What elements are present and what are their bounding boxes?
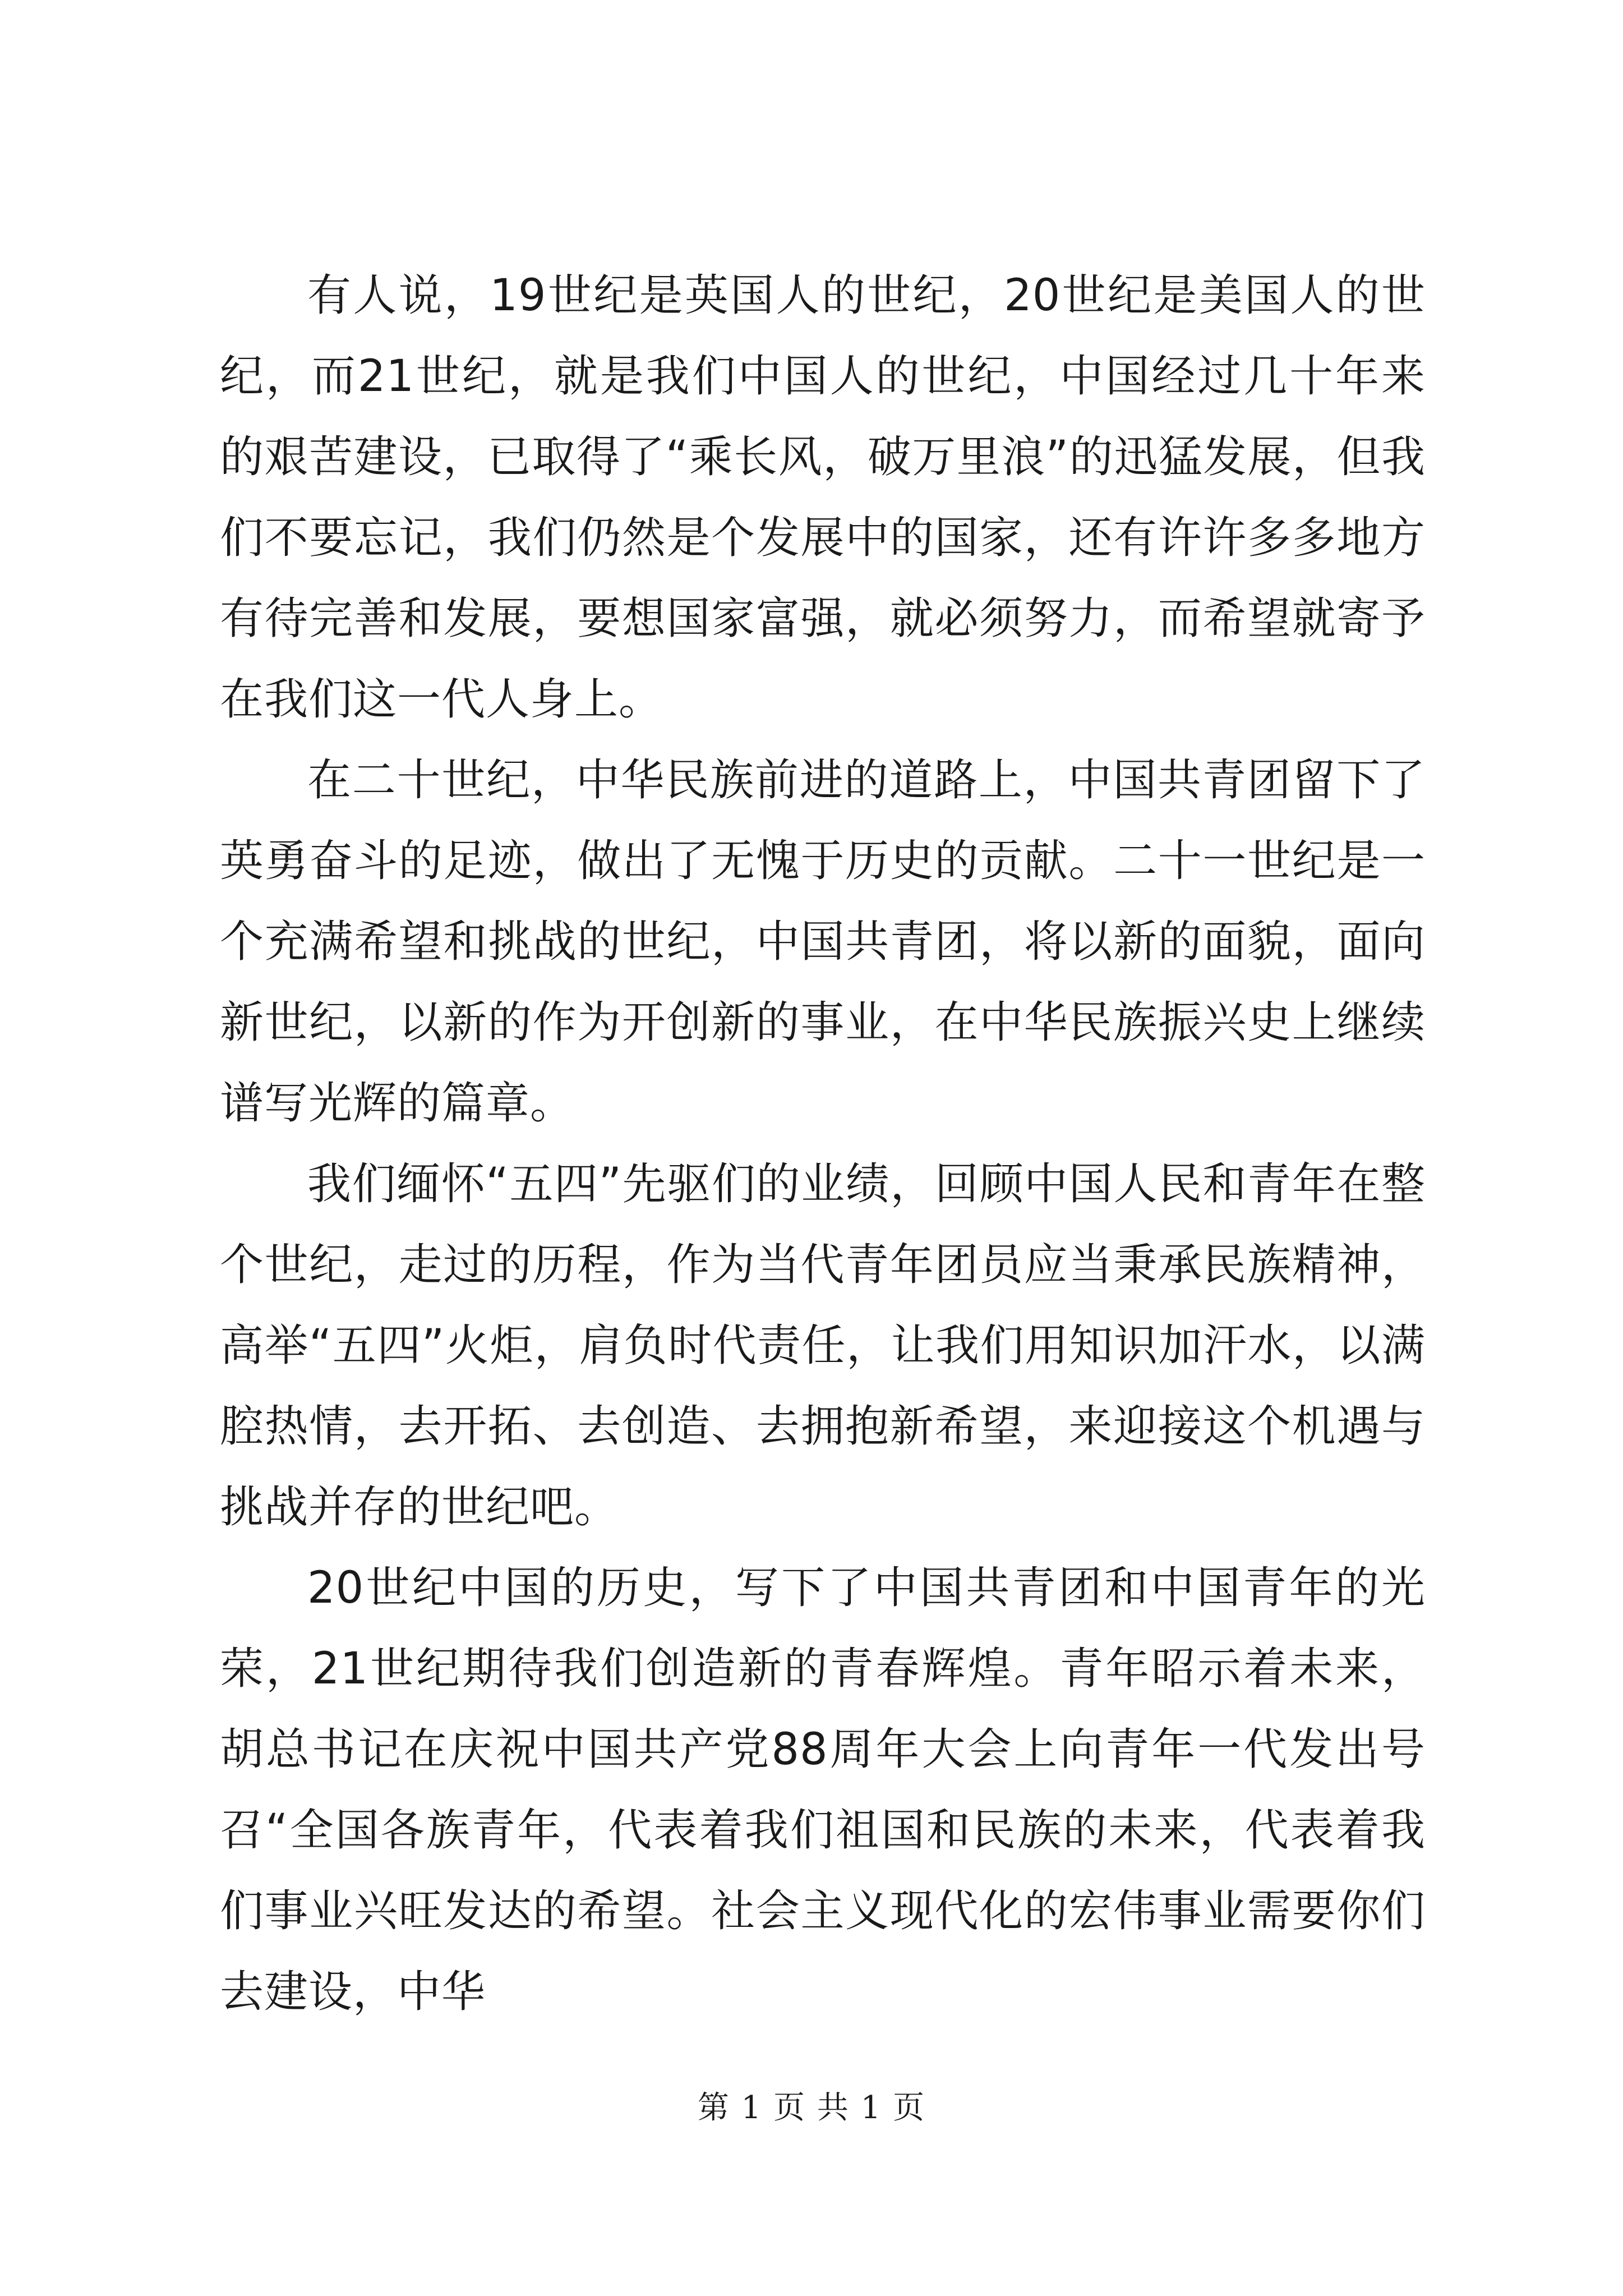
paragraph-1: 有人说，19世纪是英国人的世纪，20世纪是美国人的世纪，而21世纪，就是我们中国人的世纪，中国经过几十年来的艰苦建设，已取得了“乘长风，破万里浪”的迅猛发展，但我们不要忘记，我们仍然是个发展中的国家，还有许许多多地方有待完善和发展，要想国家富强，就必须努力，而希望就寄予在我们这一代人身上。 [220, 270, 1426, 725]
paragraph-3: 我们缅怀“五四”先驱们的业绩，回顾中国人民和青年在整个世纪，走过的历程，作为当代青年团员应当秉承民族精神，高举“五四”火炬，肩负时代责任，让我们用知识加汗水，以满腔热情，去开拓、去创造、去拥抱新希望，来迎接这个机遇与挑战并存的世纪吧。 [220, 1159, 1426, 1533]
page-footer [0, 2086, 1623, 2131]
paragraph-4: 20世纪中国的历史，写下了中国共青团和中国青年的光荣，21世纪期待我们创造新的青春辉煌。青年昭示着未来，胡总书记在庆祝中国共产党88周年大会上向青年一代发出号召“全国各族青年，代表着我们祖国和民族的未来，代表着我们事业兴旺发达的希望。社会主义现代化的宏伟事业需要你们去建设，中华 [220, 1563, 1426, 2017]
paragraph-2: 在二十世纪，中华民族前进的道路上，中国共青团留下了英勇奋斗的足迹，做出了无愧于历史的贡献。二十一世纪是一个充满希望和挑战的世纪，中国共青团，将以新的面貌，面向新世纪，以新的作为开创新的事业，在中华民族振兴史上继续谱写光辉的篇章。 [220, 755, 1426, 1129]
page-number-label: 第 1 页 共 1 页 [697, 2090, 926, 2126]
document-body [220, 255, 1426, 2032]
